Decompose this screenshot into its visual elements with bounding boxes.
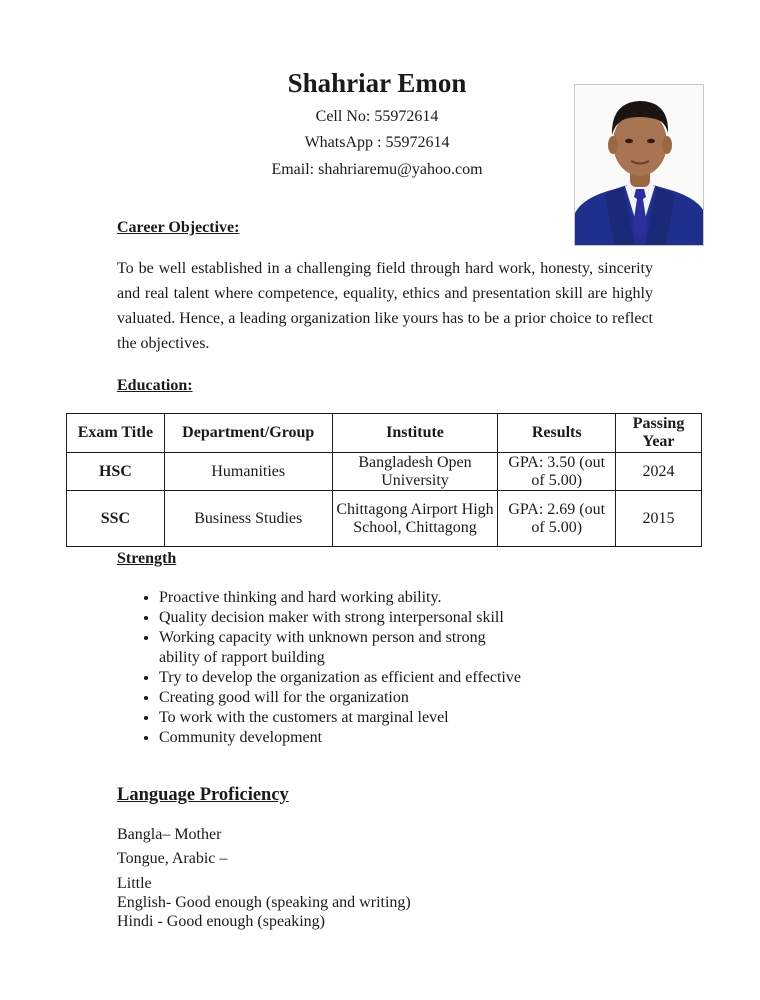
cell-year: 2015 <box>616 491 702 547</box>
cell-institute: Bangladesh Open University <box>332 453 498 491</box>
cell-year: 2024 <box>616 453 702 491</box>
header-exam-title: Exam Title <box>67 414 165 453</box>
table-header-row <box>67 414 702 453</box>
career-objective-heading: Career Objective: <box>117 219 240 236</box>
cell-department: Business Studies <box>164 491 332 547</box>
list-item: • Try to develop the organization as efficient and effective <box>159 668 579 688</box>
career-objective-text: To be well established in a challenging field through hard work, honesty, sincerity and real talent where competence, equality, ethics and presentation skill are highly valuated. Hence, a leading organization like yours has to be a prior choice to reflect the objectives. <box>117 260 653 352</box>
cell-department: Humanities <box>164 453 332 491</box>
language-heading: Language Proficiency <box>117 785 289 805</box>
header-institute: Institute <box>332 414 498 453</box>
email-address: Email: shahriaremu@yahoo.com <box>271 161 483 178</box>
list-item: • To work with the customers at marginal level <box>159 708 579 728</box>
education-table <box>66 413 702 547</box>
table-row <box>67 491 702 547</box>
strength-list <box>137 588 579 748</box>
list-item: • Creating good will for the organization <box>159 688 579 708</box>
strength-heading: Strength <box>117 550 177 567</box>
candidate-name: Shahriar Emon <box>287 68 467 98</box>
list-item: • Quality decision maker with strong interpersonal skill <box>159 608 579 628</box>
language-line: Little <box>117 875 152 892</box>
list-item: • Working capacity with unknown person and strong ability of rapport building <box>159 628 519 668</box>
cell-result: GPA: 2.69 (out of 5.00) <box>498 491 616 547</box>
cell-result: GPA: 3.50 (out of 5.00) <box>498 453 616 491</box>
person-portrait-icon <box>575 85 704 246</box>
list-item: • Proactive thinking and hard working ability. <box>159 588 579 608</box>
language-line: Tongue, Arabic – <box>117 850 228 867</box>
cell-exam: SSC <box>67 491 165 547</box>
language-line: Hindi - Good enough (speaking) <box>117 913 325 930</box>
language-line: Bangla– Mother <box>117 826 222 843</box>
list-item: • Community development <box>159 728 579 748</box>
table-row <box>67 453 702 491</box>
header-passing-year: Passing Year <box>616 414 702 453</box>
cell-exam: HSC <box>67 453 165 491</box>
language-line: English- Good enough (speaking and writing) <box>117 894 411 911</box>
whatsapp-number: WhatsApp : 55972614 <box>304 134 450 151</box>
cell-number: Cell No: 55972614 <box>315 108 439 125</box>
cell-institute: Chittagong Airport High School, Chittagong <box>332 491 498 547</box>
header-results: Results <box>498 414 616 453</box>
header-department: Department/Group <box>164 414 332 453</box>
profile-photo <box>574 84 704 246</box>
education-heading: Education: <box>117 377 193 394</box>
